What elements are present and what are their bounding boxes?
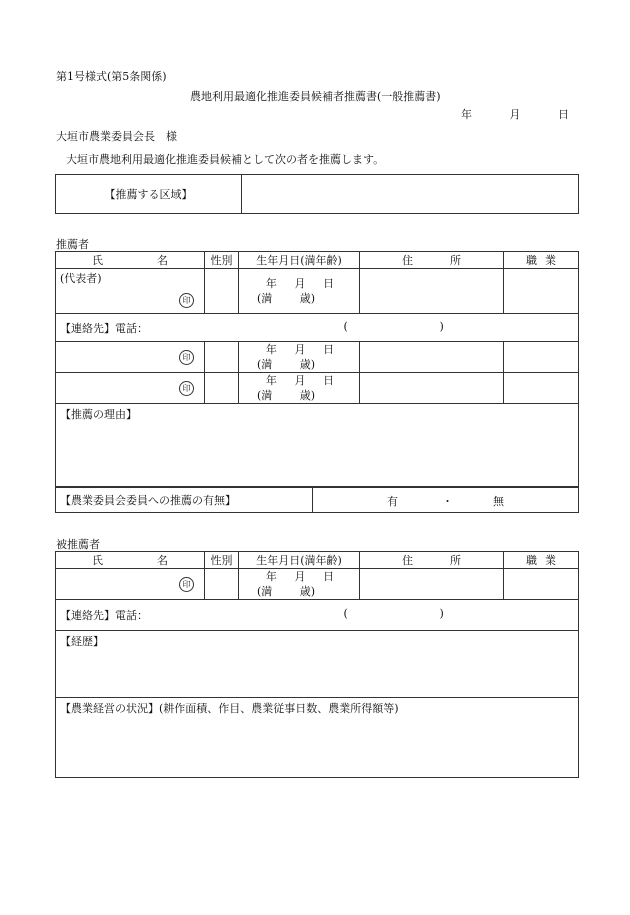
- paren-close: ): [439, 319, 444, 333]
- choice-dot: ・: [442, 495, 453, 508]
- header-birth: 生年月日(満年齢): [239, 552, 360, 569]
- committee-label: 【農業委員会委員への推薦の有無】: [56, 487, 313, 513]
- intro-text: 大垣市農地利用最適化推進委員候補として次の者を推薦します。: [66, 153, 385, 166]
- member2-birth-cell[interactable]: 年 月 日 (満 歳): [239, 342, 360, 373]
- rep-job-cell[interactable]: [504, 269, 579, 314]
- recommender-section-label: 推薦者: [56, 238, 89, 251]
- region-input[interactable]: [242, 175, 579, 214]
- member3-name-cell[interactable]: [56, 373, 205, 404]
- choice-yes[interactable]: 有: [387, 495, 398, 508]
- member2-sex-cell[interactable]: [205, 342, 239, 373]
- nominee-table: [55, 551, 579, 778]
- nominee-section-label: 被推薦者: [56, 538, 100, 551]
- nominee-address-cell[interactable]: [360, 569, 504, 600]
- nominee-sex-cell[interactable]: [205, 569, 239, 600]
- region-label: 【推薦する区域】: [56, 175, 242, 214]
- header-sex: 性別: [205, 552, 239, 569]
- career-label: 【経歴】: [60, 635, 104, 648]
- nominee-job-cell[interactable]: [504, 569, 579, 600]
- contact-row[interactable]: [56, 314, 579, 342]
- date-year: 年: [461, 108, 472, 121]
- seal-icon: 印: [179, 577, 194, 592]
- seal-icon: 印: [179, 381, 194, 396]
- contact-label: 【連絡先】電話：: [60, 321, 148, 335]
- farm-status-label: 【農業経営の状況】(耕作面積、作目、農業従事日数、農業所得額等): [60, 702, 399, 715]
- paren-open: (: [343, 607, 348, 620]
- member3-address-cell[interactable]: [360, 373, 504, 404]
- member3-sex-cell[interactable]: [205, 373, 239, 404]
- member3-birth-cell[interactable]: 年 月 日 (満 歳): [239, 373, 360, 404]
- reason-label: 【推薦の理由】: [60, 408, 137, 421]
- rep-name-cell[interactable]: [56, 269, 205, 314]
- nominee-name-cell[interactable]: [56, 569, 205, 600]
- header-address: 住 所: [360, 552, 504, 569]
- addressee: 大垣市農業委員会長 様: [56, 130, 177, 143]
- seal-icon: 印: [179, 293, 194, 308]
- page-title: 農地利用最適化推進委員候補者推薦書(一般推薦書): [190, 90, 441, 103]
- reason-cell[interactable]: [56, 404, 579, 488]
- rep-address-cell[interactable]: [360, 269, 504, 314]
- member2-name-cell[interactable]: [56, 342, 205, 373]
- region-table: [55, 174, 579, 214]
- rep-birth-cell[interactable]: 年 月 日 (満 歳): [239, 269, 360, 314]
- date-day: 日: [558, 108, 569, 121]
- header-name: 氏 名: [56, 552, 205, 569]
- farm-status-cell[interactable]: [56, 698, 579, 778]
- recommender-table: [55, 251, 579, 488]
- committee-choice[interactable]: [313, 487, 579, 513]
- paren-open: (: [343, 319, 348, 333]
- seal-icon: 印: [179, 350, 194, 365]
- career-cell[interactable]: [56, 631, 579, 698]
- header-job: 職 業: [504, 252, 579, 269]
- header-address: 住 所: [360, 252, 504, 269]
- choice-no[interactable]: 無: [493, 495, 504, 508]
- paren-close: ): [439, 607, 444, 620]
- header-sex: 性別: [205, 252, 239, 269]
- rep-sex-cell[interactable]: [205, 269, 239, 314]
- representative-label: (代表者): [60, 272, 102, 285]
- date-month: 月: [509, 108, 521, 121]
- date-line: [461, 106, 569, 122]
- contact-label: 【連絡先】電話：: [60, 609, 148, 622]
- member2-address-cell[interactable]: [360, 342, 504, 373]
- committee-table: [55, 486, 579, 513]
- member3-job-cell[interactable]: [504, 373, 579, 404]
- nominee-contact-row[interactable]: [56, 600, 579, 631]
- form-label: 第1号様式(第5条関係): [56, 70, 167, 83]
- header-name: 氏 名: [56, 252, 205, 269]
- member2-job-cell[interactable]: [504, 342, 579, 373]
- nominee-birth-cell[interactable]: 年 月 日 (満 歳): [239, 569, 360, 600]
- header-birth: 生年月日(満年齢): [239, 252, 360, 269]
- header-job: 職 業: [504, 552, 579, 569]
